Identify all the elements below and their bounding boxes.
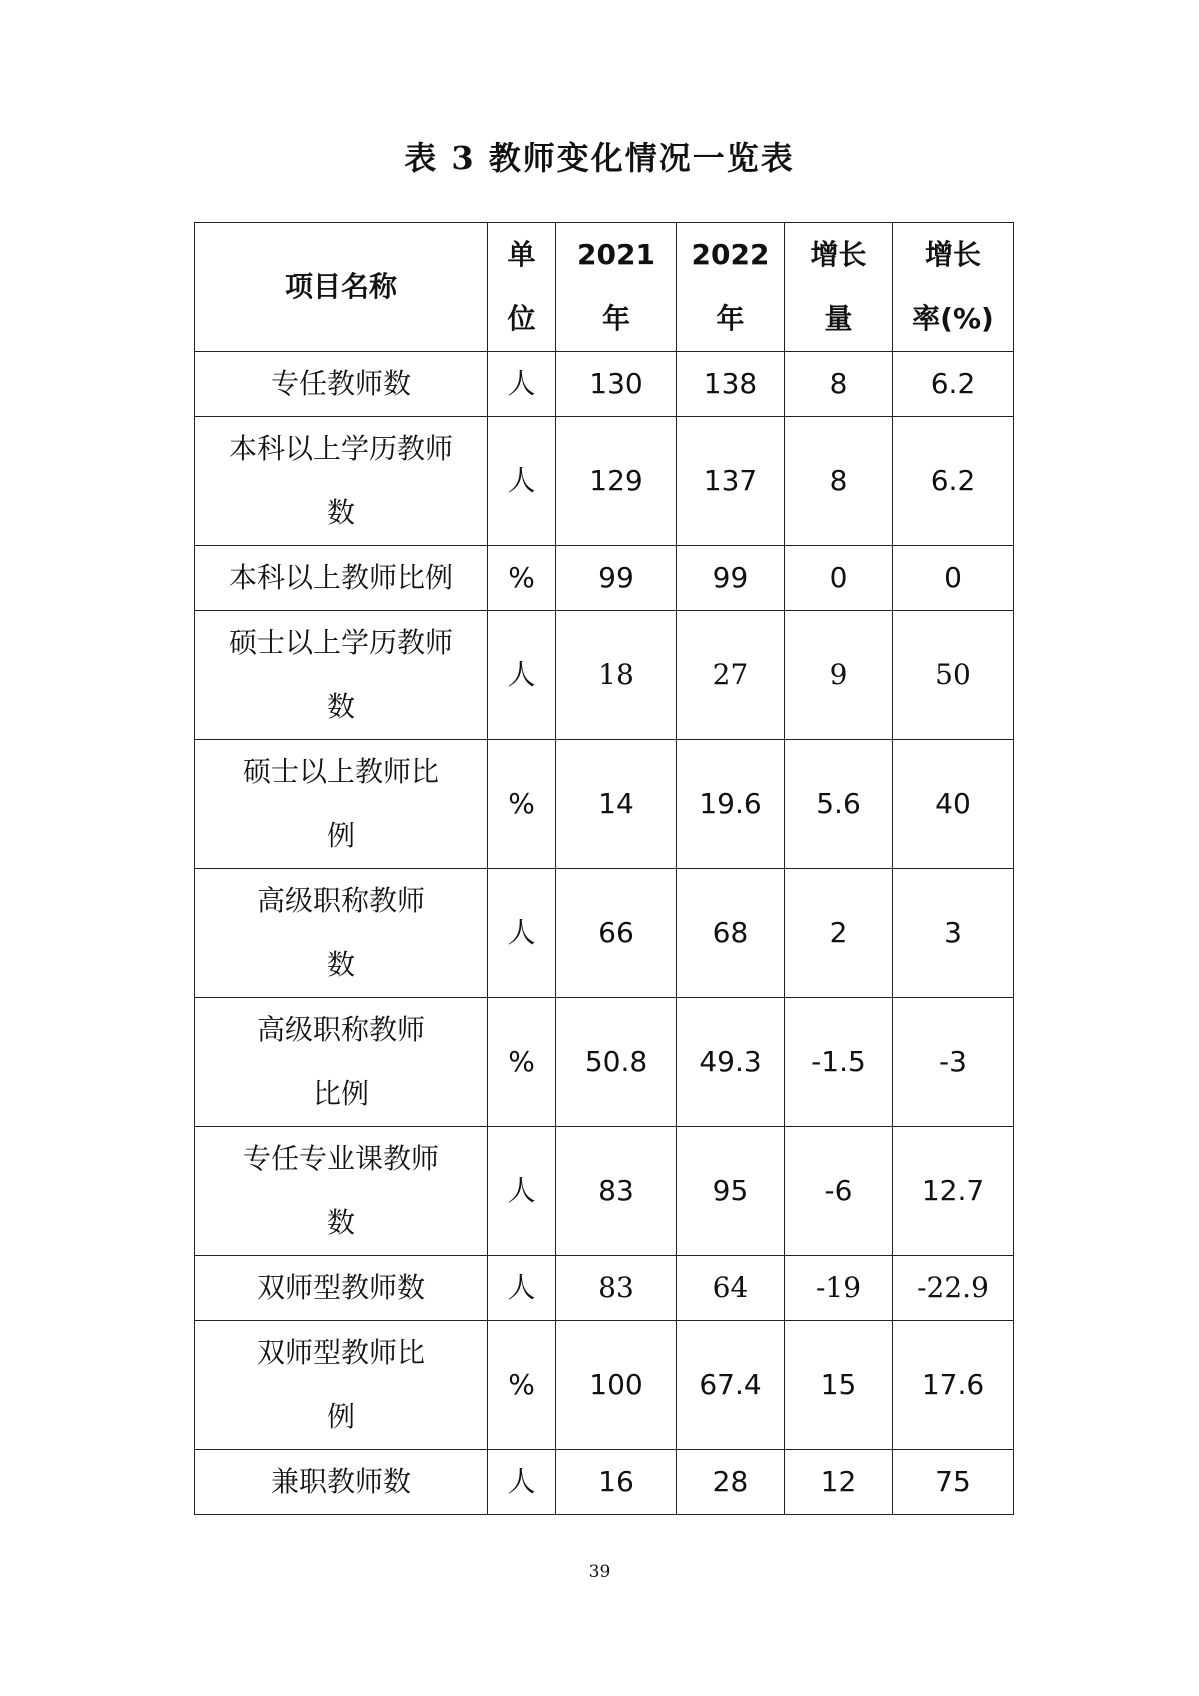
table-row <box>195 998 1014 1127</box>
row-y2021-cell: 14 <box>556 740 677 869</box>
row-y2022-cell: 138 <box>677 352 785 417</box>
row-unit-cell: % <box>488 546 556 611</box>
row-y2022-cell: 19.6 <box>677 740 785 869</box>
header-unit: 单 位 <box>488 223 556 352</box>
row-increase-cell: 8 <box>785 352 893 417</box>
row-rate-cell: -22.9 <box>893 1256 1014 1321</box>
row-increase-cell: 12 <box>785 1450 893 1515</box>
row-y2022-cell: 28 <box>677 1450 785 1515</box>
row-y2021-cell: 83 <box>556 1256 677 1321</box>
row-rate-cell: 0 <box>893 546 1014 611</box>
row-name-cell <box>195 417 488 546</box>
row-name-cell <box>195 546 488 611</box>
teacher-change-table <box>194 222 1014 1515</box>
table-row <box>195 546 1014 611</box>
row-y2022-cell: 27 <box>677 611 785 740</box>
row-y2021-cell: 99 <box>556 546 677 611</box>
header-2022: 2022 年 <box>677 223 785 352</box>
table-row <box>195 1321 1014 1450</box>
row-rate-cell: 3 <box>893 869 1014 998</box>
row-name-line: 本科以上教师比例 <box>228 561 453 594</box>
row-y2021-cell: 66 <box>556 869 677 998</box>
row-unit-cell: 人 <box>488 417 556 546</box>
row-y2022-cell: 99 <box>677 546 785 611</box>
row-y2021-cell: 18 <box>556 611 677 740</box>
table-row <box>195 869 1014 998</box>
row-unit-cell: 人 <box>488 1256 556 1321</box>
row-name-line: 比例 <box>312 1077 369 1110</box>
row-rate-cell: 12.7 <box>893 1127 1014 1256</box>
row-increase-cell: 8 <box>785 417 893 546</box>
row-y2022-cell: 137 <box>677 417 785 546</box>
row-name-line: 数 <box>326 690 355 723</box>
row-increase-cell: 15 <box>785 1321 893 1450</box>
row-name-cell <box>195 1321 488 1450</box>
row-rate-cell: 6.2 <box>893 417 1014 546</box>
row-name-line: 例 <box>326 1400 355 1433</box>
row-increase-cell: -1.5 <box>785 998 893 1127</box>
row-y2021-cell: 83 <box>556 1127 677 1256</box>
row-y2021-cell: 50.8 <box>556 998 677 1127</box>
row-name-line: 高级职称教师 <box>256 1013 425 1046</box>
table-header-row <box>195 223 1014 352</box>
row-unit-cell: % <box>488 740 556 869</box>
row-y2022-cell: 95 <box>677 1127 785 1256</box>
row-y2021-cell: 16 <box>556 1450 677 1515</box>
row-increase-cell: 2 <box>785 869 893 998</box>
header-2021: 2021 年 <box>556 223 677 352</box>
table-row <box>195 611 1014 740</box>
table-row <box>195 740 1014 869</box>
row-y2021-cell: 129 <box>556 417 677 546</box>
row-increase-cell: -19 <box>785 1256 893 1321</box>
row-name-cell <box>195 352 488 417</box>
row-name-cell <box>195 1256 488 1321</box>
table-row <box>195 1450 1014 1515</box>
row-name-cell <box>195 998 488 1127</box>
row-name-line: 高级职称教师 <box>256 884 425 917</box>
row-name-line: 硕士以上教师比 <box>242 755 439 788</box>
row-name-line: 双师型教师数 <box>256 1271 425 1304</box>
row-name-cell <box>195 611 488 740</box>
row-rate-cell: 17.6 <box>893 1321 1014 1450</box>
row-name-line: 专任专业课教师 <box>242 1142 439 1175</box>
row-name-line: 硕士以上学历教师 <box>228 626 453 659</box>
row-name-line: 例 <box>326 819 355 852</box>
table-row <box>195 352 1014 417</box>
row-name-line: 数 <box>326 496 355 529</box>
row-name-cell <box>195 869 488 998</box>
header-increase: 增长 量 <box>785 223 893 352</box>
table-row <box>195 1127 1014 1256</box>
row-name-line: 兼职教师数 <box>270 1465 411 1498</box>
row-y2021-cell: 100 <box>556 1321 677 1450</box>
row-unit-cell: 人 <box>488 1450 556 1515</box>
row-y2022-cell: 68 <box>677 869 785 998</box>
row-name-line: 数 <box>326 1206 355 1239</box>
table-title: 表 3 教师变化情况一览表 <box>404 139 795 177</box>
table-row <box>195 417 1014 546</box>
table-body <box>195 352 1014 1515</box>
table-row <box>195 1256 1014 1321</box>
row-name-line: 数 <box>326 948 355 981</box>
row-rate-cell: 6.2 <box>893 352 1014 417</box>
row-name-cell <box>195 740 488 869</box>
row-y2021-cell: 130 <box>556 352 677 417</box>
page-number: 39 <box>588 1562 611 1582</box>
row-unit-cell: 人 <box>488 1127 556 1256</box>
row-y2022-cell: 67.4 <box>677 1321 785 1450</box>
row-unit-cell: 人 <box>488 352 556 417</box>
row-unit-cell: % <box>488 998 556 1127</box>
row-name-line: 双师型教师比 <box>256 1336 425 1369</box>
row-name-line: 本科以上学历教师 <box>228 432 453 465</box>
row-y2022-cell: 49.3 <box>677 998 785 1127</box>
row-increase-cell: 0 <box>785 546 893 611</box>
row-rate-cell: 75 <box>893 1450 1014 1515</box>
row-increase-cell: 5.6 <box>785 740 893 869</box>
row-rate-cell: -3 <box>893 998 1014 1127</box>
row-unit-cell: % <box>488 1321 556 1450</box>
row-rate-cell: 50 <box>893 611 1014 740</box>
header-rate: 增长 率(%) <box>893 223 1014 352</box>
row-name-cell <box>195 1127 488 1256</box>
row-name-line: 专任教师数 <box>270 367 411 400</box>
row-y2022-cell: 64 <box>677 1256 785 1321</box>
row-unit-cell: 人 <box>488 611 556 740</box>
row-name-cell <box>195 1450 488 1515</box>
header-name: 项目名称 <box>195 223 488 352</box>
row-rate-cell: 40 <box>893 740 1014 869</box>
row-increase-cell: 9 <box>785 611 893 740</box>
row-increase-cell: -6 <box>785 1127 893 1256</box>
row-unit-cell: 人 <box>488 869 556 998</box>
